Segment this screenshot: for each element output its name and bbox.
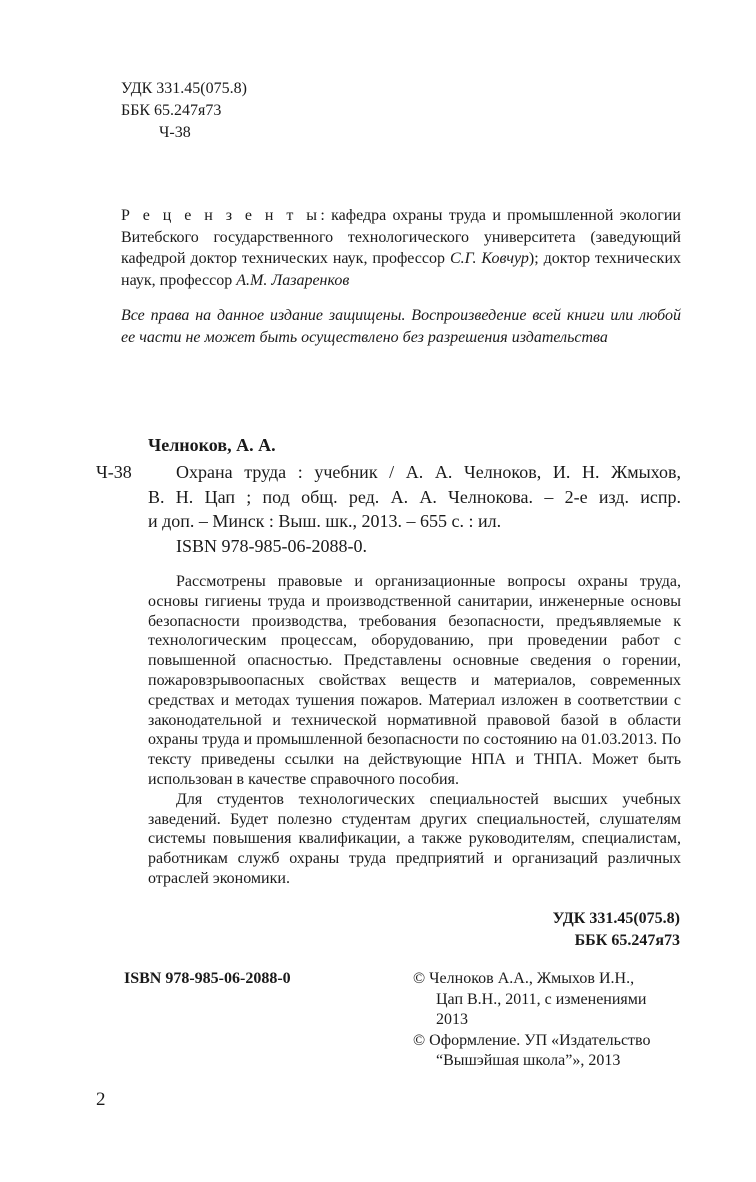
cutter-code: Ч-38	[96, 462, 132, 482]
annotation-paragraph-1: Рассмотрены правовые и организационные вопросы охраны труда, основы гигиены труда и производственной санитарии, инженерные основы безопасности производства, требования безопасности, предъявляемые к технологическим процессам, оборудованию, при проведении работ с повышенной опасностью. Представлены основные сведения о горении, пожаровзрывоопасных свойствах веществ и материалов, современных средствах и методах тушения пожаров. Материал изложен в соответствии с законодательной и технической нормативной правовой базой в области охраны труда и промышленной безопасности по состоянию на 01.03.2013. По тексту приведены ссылки на действующие НПА и ТНПА. Может быть использован в качестве справочного пособия.	[148, 573, 681, 788]
biblio-line-1: Охрана труда : учебник / А. А. Челноков, И. Н. Жмыхов,	[176, 462, 681, 482]
isbn-bottom: ISBN 978-985-06-2088-0	[124, 970, 291, 987]
copyright-line-4: © Оформление. УП «Издательство	[413, 1031, 651, 1049]
copyright-block	[413, 969, 688, 1072]
reviewers-text-2: ); доктор технических наук, профессор	[121, 250, 682, 289]
rights-notice: Все права на данное издание защищены. Воспроизведение всей книги или любой ее части не может быть осуществлено без разрешения издательства	[121, 307, 681, 346]
reviewers-paragraph	[121, 205, 681, 291]
biblio-line-2: В. Н. Цап ; под общ. ред. А. А. Челнокова. – 2-е изд. испр.	[148, 486, 681, 507]
reviewer-name-1: С.Г. Ковчур	[449, 250, 529, 267]
reviewers-label: Р е ц е н з е н т ы	[121, 207, 321, 224]
udk-block-top	[121, 78, 247, 144]
copyright-line-3: 2013	[436, 1011, 468, 1028]
biblio-isbn: ISBN 978-985-06-2088-0.	[176, 535, 367, 556]
udk-code: УДК 331.45(075.8)	[121, 80, 247, 97]
annotation	[148, 572, 681, 889]
copyright-line-5: “Вышэйшая школа”», 2013	[436, 1052, 621, 1069]
author-code: Ч-38	[159, 124, 191, 141]
bbk-code-bottom: ББК 65.247я73	[574, 932, 680, 949]
biblio-line-3: и доп. – Минск : Выш. шк., 2013. – 655 с. : ил.	[148, 511, 502, 531]
author-heading: Челноков, А. А.	[148, 435, 276, 455]
copyright-line-2: Цап В.Н., 2011, с изменениями	[436, 990, 647, 1008]
reviewer-name-2: А.М. Лазаренков	[236, 271, 350, 289]
copyright-line-1: © Челноков А.А., Жмыхов И.Н.,	[413, 970, 635, 987]
udk-block-bottom	[553, 908, 680, 952]
annotation-paragraph-2: Для студентов технологических специальностей высших учебных заведений. Будет полезно студентам других специальностей, слушателям системы повышения квалификации, а также руководителям, специалистам, работникам служб охраны труда предприятий и организаций различных отраслей экономики.	[148, 790, 681, 887]
page-number: 2	[96, 1089, 106, 1110]
bbk-code: ББК 65.247я73	[121, 102, 222, 119]
bibliographic-entry	[148, 460, 681, 558]
reviewers-text-1: : кафедра охраны труда и промышленной экологии Витебского государственного технологического университета (заведующий кафедрой доктор технических наук, профессор	[121, 207, 681, 267]
udk-code-bottom: УДК 331.45(075.8)	[552, 910, 680, 927]
